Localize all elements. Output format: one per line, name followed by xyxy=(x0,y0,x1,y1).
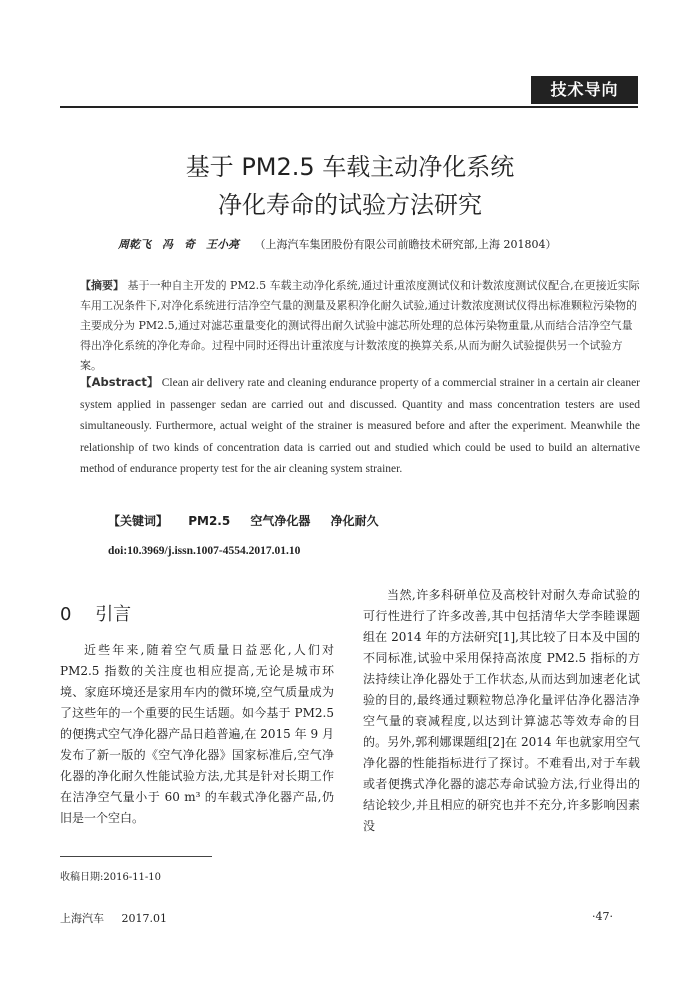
keywords-label: 【关键词】 xyxy=(108,514,169,528)
section-tag: 技术导向 xyxy=(531,76,638,104)
body-right-column xyxy=(363,585,640,837)
footnote-rule xyxy=(60,856,212,857)
abstract-en-label: 【Abstract】 xyxy=(80,375,159,389)
section-heading xyxy=(60,600,131,626)
abstract-cn-label: 【摘要】 xyxy=(80,279,124,292)
header-rule xyxy=(60,106,638,108)
section-title: 引言 xyxy=(95,604,132,625)
keyword-item: 空气净化器 xyxy=(250,514,311,528)
body-paragraph: 当然,许多科研单位及高校针对耐久寿命试验的可行性进行了许多改善,其中包括清华大学李睦课题组在 2014 年的方法研究[1],其比较了日本及中国的不同标准,试验中采用保持高浓度 PM2.5 指标的方法持续让净化器处于工作状态,从而达到加速老化试验的目的,最终通过颗粒物总净化量评估净化器洁净空气量的衰减程度,以达到计算滤芯等效寿命的目的。另外,郭利娜课题组[2]在 2014 年也就家用空气净化器的性能指标进行了探讨。不难看出,对于车载或者便携式净化器的滤芯寿命试验方法,行业得出的结论较少,并且相应的研究也并不充分,许多影响因素没 xyxy=(363,588,640,833)
article-title xyxy=(0,148,700,224)
body-paragraph: 近些年来,随着空气质量日益恶化,人们对 PM2.5 指数的关注度也相应提高,无论是城市环境、家庭环境还是家用车内的微环境,空气质量成为了这些年的一个重要的民生话题。如今基于 PM2.5 的便携式空气净化器产品日趋普遍,在 2015 年 9 月发布了新一版的《空气净化器》国家标准后,空气净化器的净化耐久性能试验方法,尤其是针对长期工作在洁净空气量小于 60 m³ 的车载式净化器产品,仍旧是一个空白。 xyxy=(60,643,334,825)
title-line-1: 基于 PM2.5 车载主动净化系统 xyxy=(185,153,515,181)
doi: doi:10.3969/j.issn.1007-4554.2017.01.10 xyxy=(108,545,301,557)
body-left-column xyxy=(60,640,334,829)
author-affiliation: （上海汽车集团股份有限公司前瞻技术研究部,上海 201804） xyxy=(254,238,557,251)
keywords xyxy=(108,512,395,529)
footer-journal xyxy=(60,910,181,926)
section-number: 0 xyxy=(60,604,72,625)
abstract-english xyxy=(80,372,640,481)
abstract-cn-text: 基于一种自主开发的 PM2.5 车载主动净化系统,通过计重浓度测试仪和计数浓度测试仪配合,在更接近实际车用工况条件下,对净化系统进行洁净空气量的测量及累积净化耐久试验,通过计数浓度测试仪得出标准颗粒污染物的主要成分为 PM2.5,通过对滤芯重量变化的测试得出耐久试验中滤芯所处理的总体污染物重量,从而结合洁净空气量得出净化系统的净化寿命。过程中同时还得出计重浓度与计数浓度的换算关系,从而为耐久试验提供另一个试验方案。 xyxy=(80,279,640,372)
abstract-en-text: Clean air delivery rate and cleaning endurance property of a commercial strainer in a certain air cleaner system applied in passenger sedan are carried out and discussed. Quantity and mass concentration testers are used simultaneously. Furthermore, actual weight of the strainer is measured before and after the experiment. Meanwhile the relationship of two kinds of concentration data is carried out and studied which could be used to build an alternative method of endurance property test for the air cleaning system strainer. xyxy=(80,377,640,475)
author-names: 周乾飞 冯 奇 王小亮 xyxy=(118,238,239,251)
title-line-2: 净化寿命的试验方法研究 xyxy=(218,191,482,219)
received-date: 收稿日期:2016-11-10 xyxy=(60,872,162,883)
keyword-item: 净化耐久 xyxy=(330,514,379,528)
page-number: ·47· xyxy=(592,910,613,923)
abstract-chinese xyxy=(80,276,640,376)
keyword-item: PM2.5 xyxy=(188,514,231,528)
journal-name: 上海汽车 xyxy=(60,912,104,925)
journal-issue: 2017.01 xyxy=(121,912,167,925)
author-line xyxy=(118,236,598,252)
